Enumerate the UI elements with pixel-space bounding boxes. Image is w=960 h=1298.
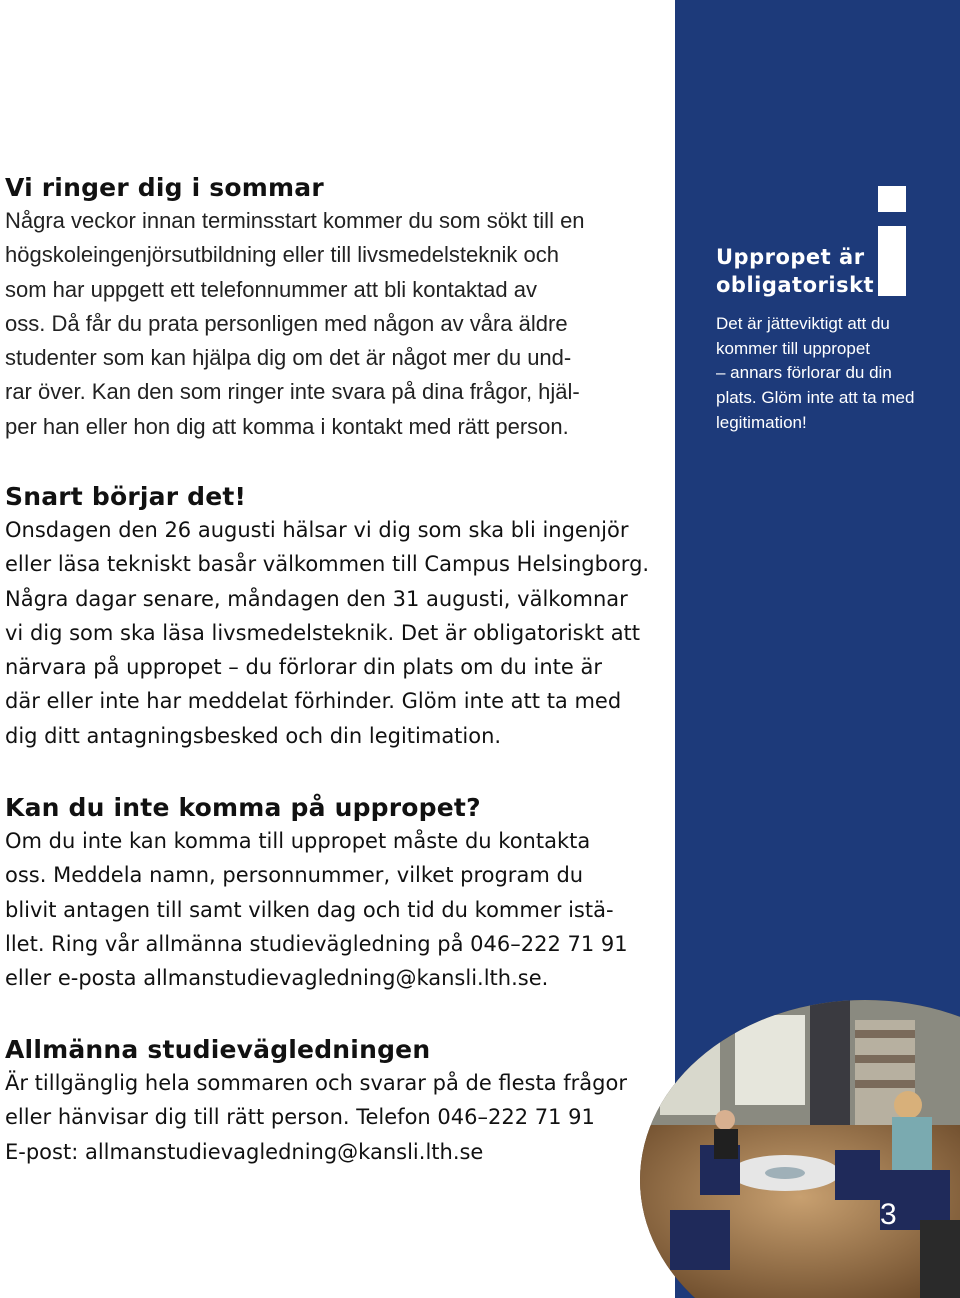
text-line: blivit antagen till samt vilken dag och tid du kommer istä- — [5, 897, 614, 922]
text-line: som har uppgett ett telefonnummer att bli kontaktad av — [5, 276, 537, 302]
section-body — [5, 1066, 655, 1169]
info-title-line: Uppropet är — [716, 245, 865, 269]
text-line: Onsdagen den 26 augusti hälsar vi dig som ska bli ingenjör — [5, 518, 629, 542]
text-line: närvara på uppropet – du förlorar din plats om du inte är — [5, 655, 602, 680]
section-heading: Vi ringer dig i sommar — [5, 173, 324, 202]
text-line: oss. Då får du prata personligen med någon av våra äldre — [5, 310, 568, 336]
section-kan-du-inte-komma — [5, 792, 655, 995]
info-text-line: kommer till uppropet — [716, 338, 871, 358]
text-line: högskoleingenjörsutbildning eller till livsmedelsteknik och — [5, 242, 559, 268]
section-heading: Snart börjar det! — [5, 482, 247, 511]
page-number: 3 — [880, 1198, 897, 1231]
section-body — [5, 824, 655, 995]
section-body — [5, 204, 655, 444]
text-line: per han eller hon dig att komma i kontakt med rätt person. — [5, 413, 569, 439]
section-allmanna-studievagledningen — [5, 1034, 655, 1169]
text-line: eller hänvisar dig till rätt person. Telefon 046–222 71 91 — [5, 1105, 595, 1130]
text-line: Några veckor innan terminsstart kommer du som sökt till en — [5, 208, 585, 233]
section-heading: Kan du inte komma på uppropet? — [5, 793, 481, 822]
text-line: eller e-posta allmanstudievagledning@kansli.lth.se. — [5, 966, 549, 991]
section-body — [5, 513, 655, 753]
info-text-line: Det är jätteviktigt att du — [716, 314, 890, 333]
text-line: Några dagar senare, måndagen den 31 augusti, välkomnar — [5, 586, 628, 611]
text-line: oss. Meddela namn, personnummer, vilket program du — [5, 863, 584, 888]
text-line: llet. Ring vår allmänna studievägledning på 046–222 71 91 — [5, 931, 628, 956]
section-heading: Allmänna studievägledningen — [5, 1035, 431, 1064]
info-text-line: plats. Glöm inte att ta med — [716, 388, 915, 408]
text-line: vi dig som ska läsa livsmedelsteknik. Det är obligatoriskt att — [5, 620, 641, 645]
text-line: Är tillgänglig hela sommaren och svarar på de flesta frågor — [5, 1071, 627, 1095]
info-i-icon — [878, 186, 906, 296]
info-title — [716, 243, 874, 299]
text-line: där eller inte har meddelat förhinder. Glöm inte att ta med — [5, 689, 622, 714]
info-text-line: legitimation! — [716, 412, 807, 432]
text-line: rar över. Kan den som ringer inte svara på dina frågor, hjäl- — [5, 379, 580, 405]
section-snart-borjar — [5, 481, 655, 753]
text-line: dig ditt antagningsbesked och din legitimation. — [5, 723, 502, 748]
info-text — [716, 312, 914, 436]
text-line: E-post: allmanstudievagledning@kansli.lth.se — [5, 1139, 484, 1164]
section-vi-ringer — [5, 172, 655, 444]
info-title-line: obligatoriskt — [716, 273, 875, 297]
text-line: eller läsa tekniskt basår välkommen till Campus Helsingborg. — [5, 552, 650, 577]
text-line: studenter som kan hjälpa dig om det är något mer du und- — [5, 345, 572, 371]
library-photo — [640, 995, 960, 1298]
text-line: Om du inte kan komma till uppropet måste du kontakta — [5, 829, 591, 853]
info-text-line: – annars förlorar du din — [716, 363, 892, 383]
